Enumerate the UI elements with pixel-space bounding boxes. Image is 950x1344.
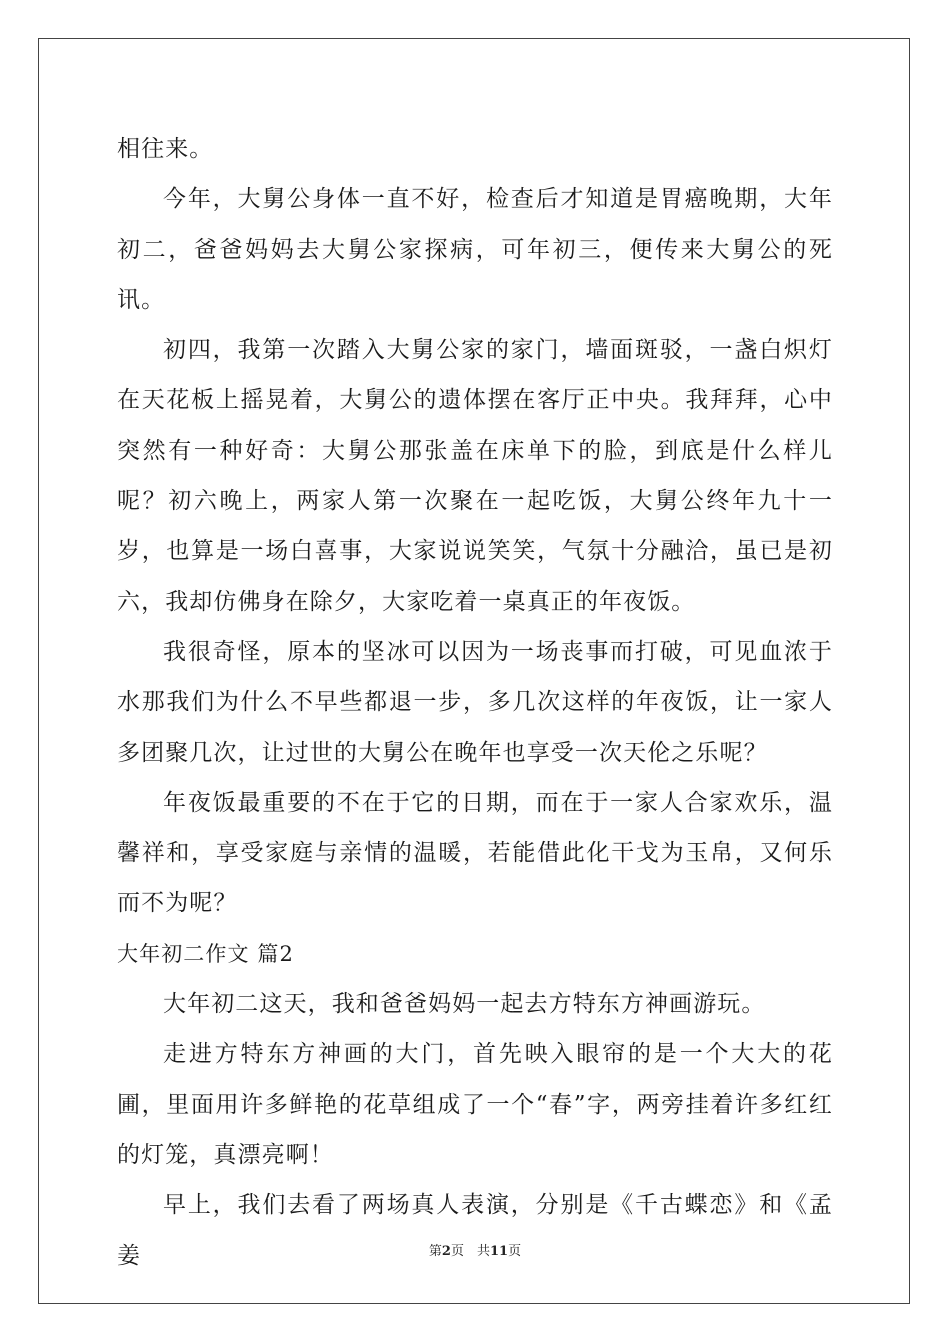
footer-mid: 页 共 (450, 1244, 490, 1259)
paragraph: 大年初二这天，我和爸爸妈妈一起去方特东方神画游玩。 (163, 991, 766, 1018)
paragraph: 早上，我们去看了两场真人表演，分别是《千古蝶恋》和《孟姜 (117, 1192, 833, 1269)
section-heading: 大年初二作文 篇2 (117, 941, 294, 966)
paragraph: 今年，大舅公身体一直不好，检查后才知道是胃癌晚期，大年初二，爸爸妈妈去大舅公家探病，可年初三，便传来大舅公的死讯。 (117, 186, 833, 313)
paragraph: 我很奇怪，原本的坚冰可以因为一场丧事而打破，可见血浓于水那我们为什么不早些都退一步，多几次这样的年夜饭，让一家人多团聚几次，让过世的大舅公在晚年也享受一次天伦之乐呢？ (117, 638, 833, 766)
current-page-number: 2 (441, 1244, 451, 1259)
page-footer (0, 1240, 950, 1259)
document-body (117, 124, 833, 1281)
total-pages-number: 11 (489, 1244, 509, 1259)
footer-prefix: 第 (428, 1244, 442, 1259)
footer-suffix: 页 (508, 1244, 522, 1259)
paragraph: 年夜饭最重要的不在于它的日期，而在于一家人合家欢乐，温馨祥和，享受家庭与亲情的温暖，若能借此化干戈为玉帛，又何乐而不为呢？ (117, 789, 833, 917)
paragraph: 相往来。 (117, 136, 214, 162)
paragraph: 初四，我第一次踏入大舅公家的家门，墙面斑驳，一盏白炽灯在天花板上摇晃着，大舅公的遗体摆在客厅正中央。我拜拜，心中突然有一种好奇：大舅公那张盖在床单下的脸，到底是什么样儿呢？初六晚上，两家人第一次聚在一起吃饭，大舅公终年九十一岁，也算是一场白喜事，大家说说笑笑，气氛十分融洽，虽已是初六，我却仿佛身在除夕，大家吃着一桌真正的年夜饭。 (117, 337, 833, 615)
paragraph: 走进方特东方神画的大门，首先映入眼帘的是一个大大的花圃，里面用许多鲜艳的花草组成了一个“春”字，两旁挂着许多红红的灯笼，真漂亮啊！ (117, 1041, 833, 1168)
